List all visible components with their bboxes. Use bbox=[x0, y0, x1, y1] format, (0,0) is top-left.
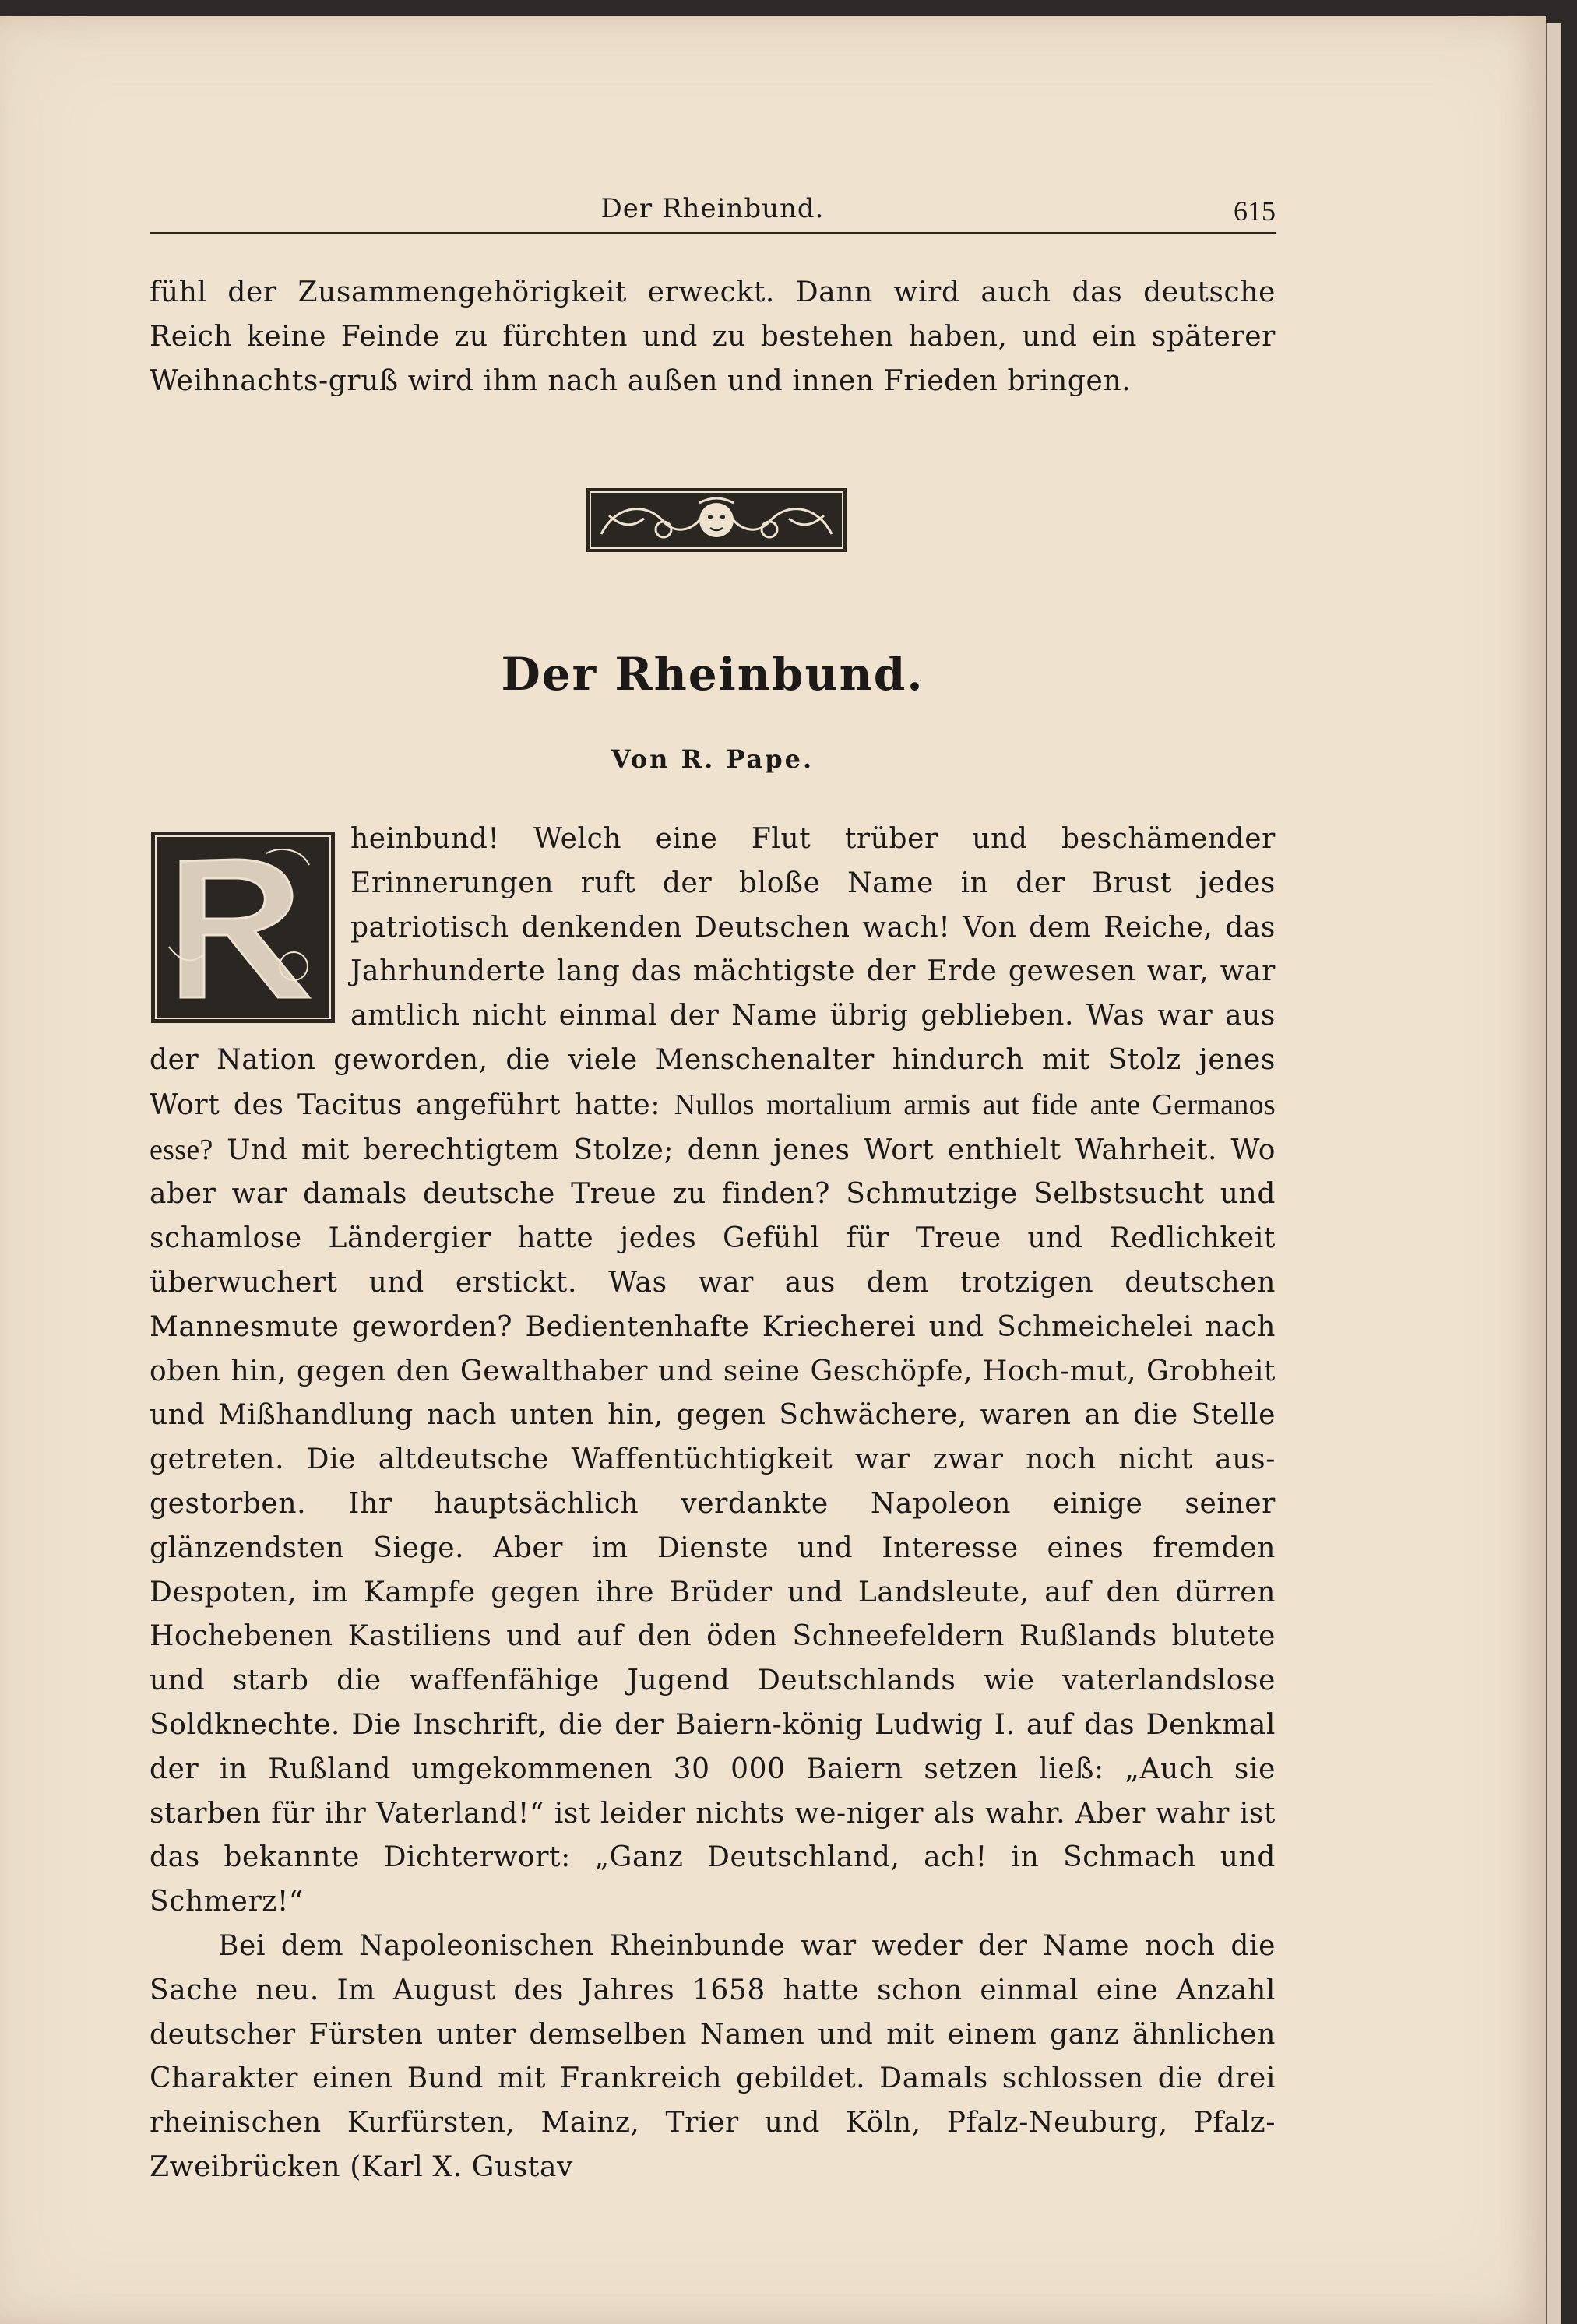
page-number: 615 bbox=[1234, 195, 1276, 227]
paragraph-1-start: heinbund! Welch eine Flut trüber und beschämender Erinnerungen ruft der bloße Name in der Brust jedes patriotisch denkenden Deutschen wach! Von dem Reiche, das Jahrhunderte lang das mächtigste der Erde gewesen war, war amtlich nicht einmal der Name übrig geblieben. Was war aus der Nation geworden, die viele Menschenalter hindurch mit Stolz jenes Wort des Tacitus angeführt hatte: bbox=[150, 823, 1276, 1121]
paragraph-2: Bei dem Napoleonischen Rheinbunde war weder der Name noch die Sache neu. Im August des Jahres 1658 hatte schon einmal eine Anzahl deutscher Fürsten unter demselben Namen und mit einem ganz ähnlichen Charakter einen Bund mit Frankreich gebildet. Damals schlossen die drei rheinischen Kurfürsten, Mainz, Trier und Köln, Pfalz-Neuburg, Pfalz-Zweibrücken (Karl X. Gustav bbox=[150, 1929, 1276, 2183]
running-head bbox=[150, 193, 1276, 234]
decorated-initial-r-icon bbox=[150, 830, 336, 1025]
article-byline: Von R. Pape. bbox=[611, 744, 815, 774]
intro-paragraph: fühl der Zusammengehörigkeit erweckt. Dann wird auch das deutsche Reich keine Feinde zu fürchten und zu bestehen haben, und ein späterer Weihnachts-gruß wird ihm nach außen und innen Frieden bringen. bbox=[150, 276, 1276, 397]
book-page bbox=[0, 16, 1546, 2324]
ornament-vignette-icon bbox=[586, 487, 847, 553]
article-body bbox=[150, 817, 1276, 2190]
latin-quote: Nullos mortalium armis aut fide ante Germanos esse? bbox=[150, 1088, 1276, 1166]
article-title: Der Rheinbund. bbox=[501, 648, 924, 701]
paragraph-1-rest: Und mit berechtigtem Stolze; denn jenes Wort enthielt Wahrheit. Wo aber war damals deutsche Treue zu finden? Schmutzige Selbstsucht und schamlose Ländergier hatte jedes Gefühl für Treue und Redlichkeit überwuchert und erstickt. Was war aus dem trotzigen deutschen Mannesmute geworden? Bedientenhafte Kriecherei und Schmeichelei nach oben hin, gegen den Gewalthaber und seine Geschöpfe, Hoch-mut, Grobheit und Mißhandlung nach unten hin, gegen Schwächere, waren an die Stelle getreten. Die altdeutsche Waffentüchtigkeit war zwar noch nicht aus-gestorben. Ihr hauptsächlich verdankte Napoleon einige seiner glänzendsten Siege. Aber im Dienste und Interesse eines fremden Despoten, im Kampfe gegen ihre Brüder und Landsleute, auf den dürren Hochebenen Kastiliens und auf den öden Schneefeldern Rußlands blutete und starb die waffenfähige Jugend Deutschlands wie vaterlandslose Soldknechte. Die Inschrift, die der Baiern-könig Ludwig I. auf das Denkmal der in Rußland umgekommenen 30 000 Baiern setzen ließ: „Auch sie starben für ihr Vaterland!“ ist leider nichts we-niger als wahr. Aber wahr ist das bekannte Dichterwort: „Ganz Deutschland, ach! in Schmach und Schmerz!“ bbox=[150, 1134, 1276, 1918]
page-edge bbox=[1546, 23, 1561, 2324]
running-title: Der Rheinbund. bbox=[600, 193, 825, 224]
intro-text bbox=[150, 271, 1276, 403]
